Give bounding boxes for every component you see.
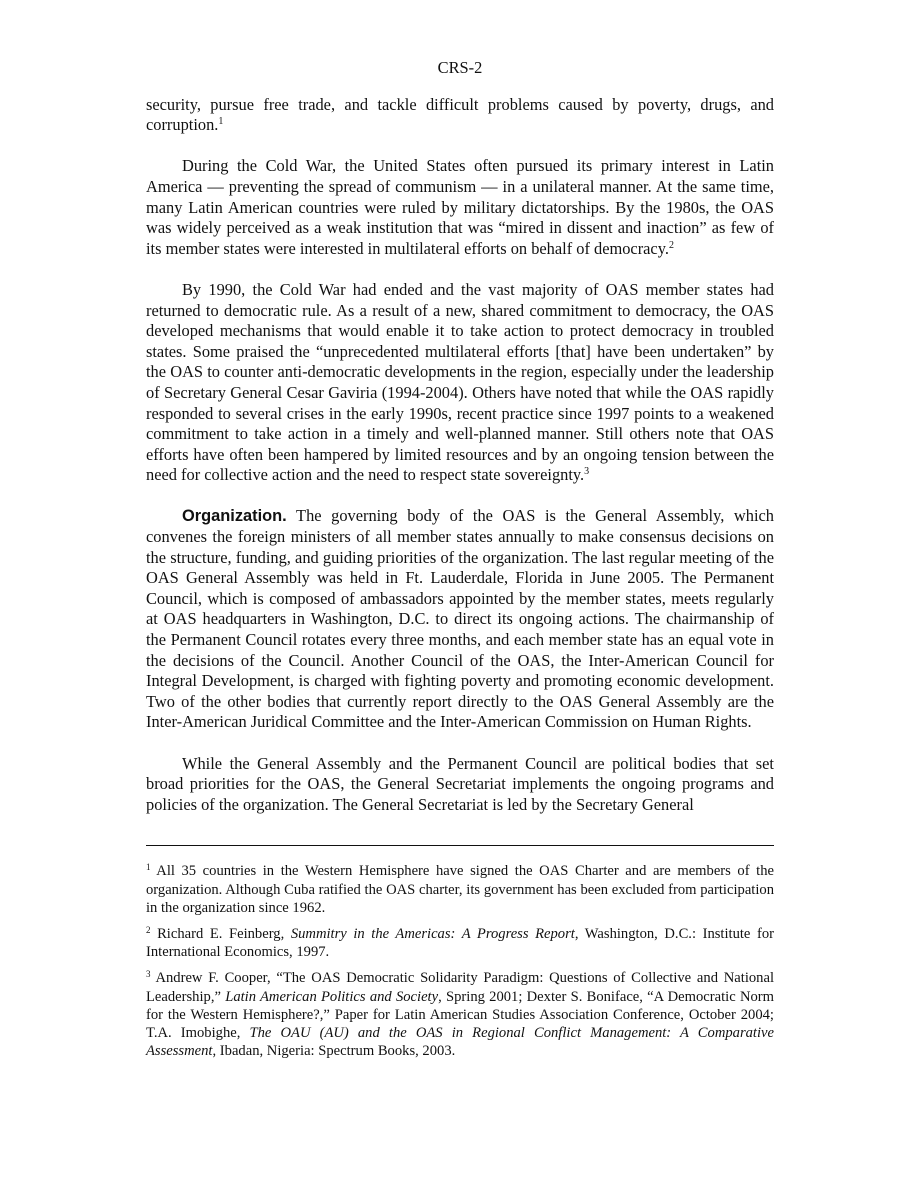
footnote-marker: 1 bbox=[146, 862, 151, 873]
text-run: , Spring 2001; Dexter S. Boniface, “A Democratic Norm for the Western Hemisphere?,” Paper for Latin American Studies Association Conference, October 2004; T.A. Imobighe, bbox=[146, 988, 774, 1041]
paragraph bbox=[146, 95, 774, 136]
footnote-marker: 2 bbox=[668, 239, 674, 251]
paragraph-gap bbox=[146, 486, 774, 507]
paragraph-gap bbox=[146, 136, 774, 157]
footnote-marker: 3 bbox=[146, 969, 151, 980]
paragraph-gap bbox=[146, 259, 774, 280]
text-run: All 35 countries in the Western Hemisphere have signed the OAS Charter and are members of the organization. Although Cuba ratified the OAS charter, its government has been excluded from participation in the organization since 1962. bbox=[146, 863, 774, 916]
footnote-rule bbox=[146, 845, 774, 846]
footnote bbox=[146, 862, 774, 917]
text-run: While the General Assembly and the Permanent Council are political bodies that set broad priorities for the OAS, the General Secretariat implements the ongoing programs and policies of the organization. The General Secretariat is led by the Secretary General bbox=[146, 753, 774, 814]
text-run: , Washington, D.C.: Institute for International Economics, 1997. bbox=[146, 925, 775, 961]
section-heading: Organization. bbox=[182, 507, 287, 526]
text-run: The governing body of the OAS is the General Assembly, which convenes the foreign ministers of all member states annually to make consensus decisions on the structure, funding, and guiding priorities of the organization. The last regular meeting of the OAS General Assembly was held in Ft. Lauderdale, Florida in June 2005. The Permanent Council, which is composed of ambassadors appointed by the member states, meets regularly at OAS headquarters in Washington, D.C. to direct its ongoing actions. The chairmanship of the Permanent Council rotates every three months, and each member state has an equal vote in the decisions of the Council. Another Council of the OAS, the Inter-American Council for Integral Development, is charged with fighting poverty and promoting economic development. Two of the other bodies that currently report directly to the OAS General Assembly are the Inter-American Juridical Committee and the Inter-American Commission on Human Rights. bbox=[146, 506, 774, 732]
paragraph bbox=[146, 280, 774, 486]
footnote-marker: 3 bbox=[584, 466, 590, 478]
paragraph-gap bbox=[146, 733, 774, 754]
text-run: Richard E. Feinberg, bbox=[150, 925, 291, 942]
page-header: CRS-2 bbox=[437, 58, 483, 77]
text-run: , Ibadan, Nigeria: Spectrum Books, 2003. bbox=[212, 1043, 456, 1060]
footnotes bbox=[146, 862, 774, 1060]
document-page bbox=[146, 0, 774, 1068]
paragraph bbox=[146, 506, 774, 733]
footnote bbox=[146, 925, 774, 961]
footnote-marker: 1 bbox=[218, 116, 224, 128]
text-run: security, pursue free trade, and tackle difficult problems caused by poverty, drugs, and corruption. bbox=[146, 94, 774, 135]
italic-title: Latin American Politics and Society bbox=[225, 988, 439, 1005]
paragraph bbox=[146, 156, 774, 259]
body-text bbox=[146, 95, 774, 816]
text-run: During the Cold War, the United States often pursued its primary interest in Latin America — preventing the spread of communism — in a unilateral manner. At the same time, many Latin American countries were ruled by military dictatorships. By the 1980s, the OAS was widely perceived as a weak institution that was “mired in dissent and inaction” as few of its member states were interested in multilateral efforts on behalf of democracy. bbox=[146, 156, 774, 258]
footnote-marker: 2 bbox=[146, 924, 151, 935]
italic-title: The OAU (AU) and the OAS in Regional Conflict Management: A Comparative Assessment bbox=[146, 1025, 774, 1060]
italic-title: Summitry in the Americas: A Progress Report bbox=[290, 925, 575, 942]
footnote bbox=[146, 969, 774, 1060]
paragraph bbox=[146, 754, 774, 816]
text-run: By 1990, the Cold War had ended and the vast majority of OAS member states had returned to democratic rule. As a result of a new, shared commitment to democracy, the OAS developed mechanisms that would enable it to take action to protect democracy in troubled states. Some praised the “unprecedented multilateral efforts [that] have been undertaken” by the OAS to counter anti-democratic developments in the region, especially under the leadership of Secretary General Cesar Gaviria (1994-2004). Others have noted that while the OAS rapidly responded to several crises in the early 1990s, recent practice since 1997 points to a weakened commitment to take action in a timely and well-planned manner. Still others note that OAS efforts have often been hampered by limited resources and by an ongoing tension between the need for collective action and the need to respect state sovereignty. bbox=[146, 279, 774, 485]
text-run: Andrew F. Cooper, “The OAS Democratic Solidarity Paradigm: Questions of Collective and National Leadership,” bbox=[146, 970, 774, 1005]
